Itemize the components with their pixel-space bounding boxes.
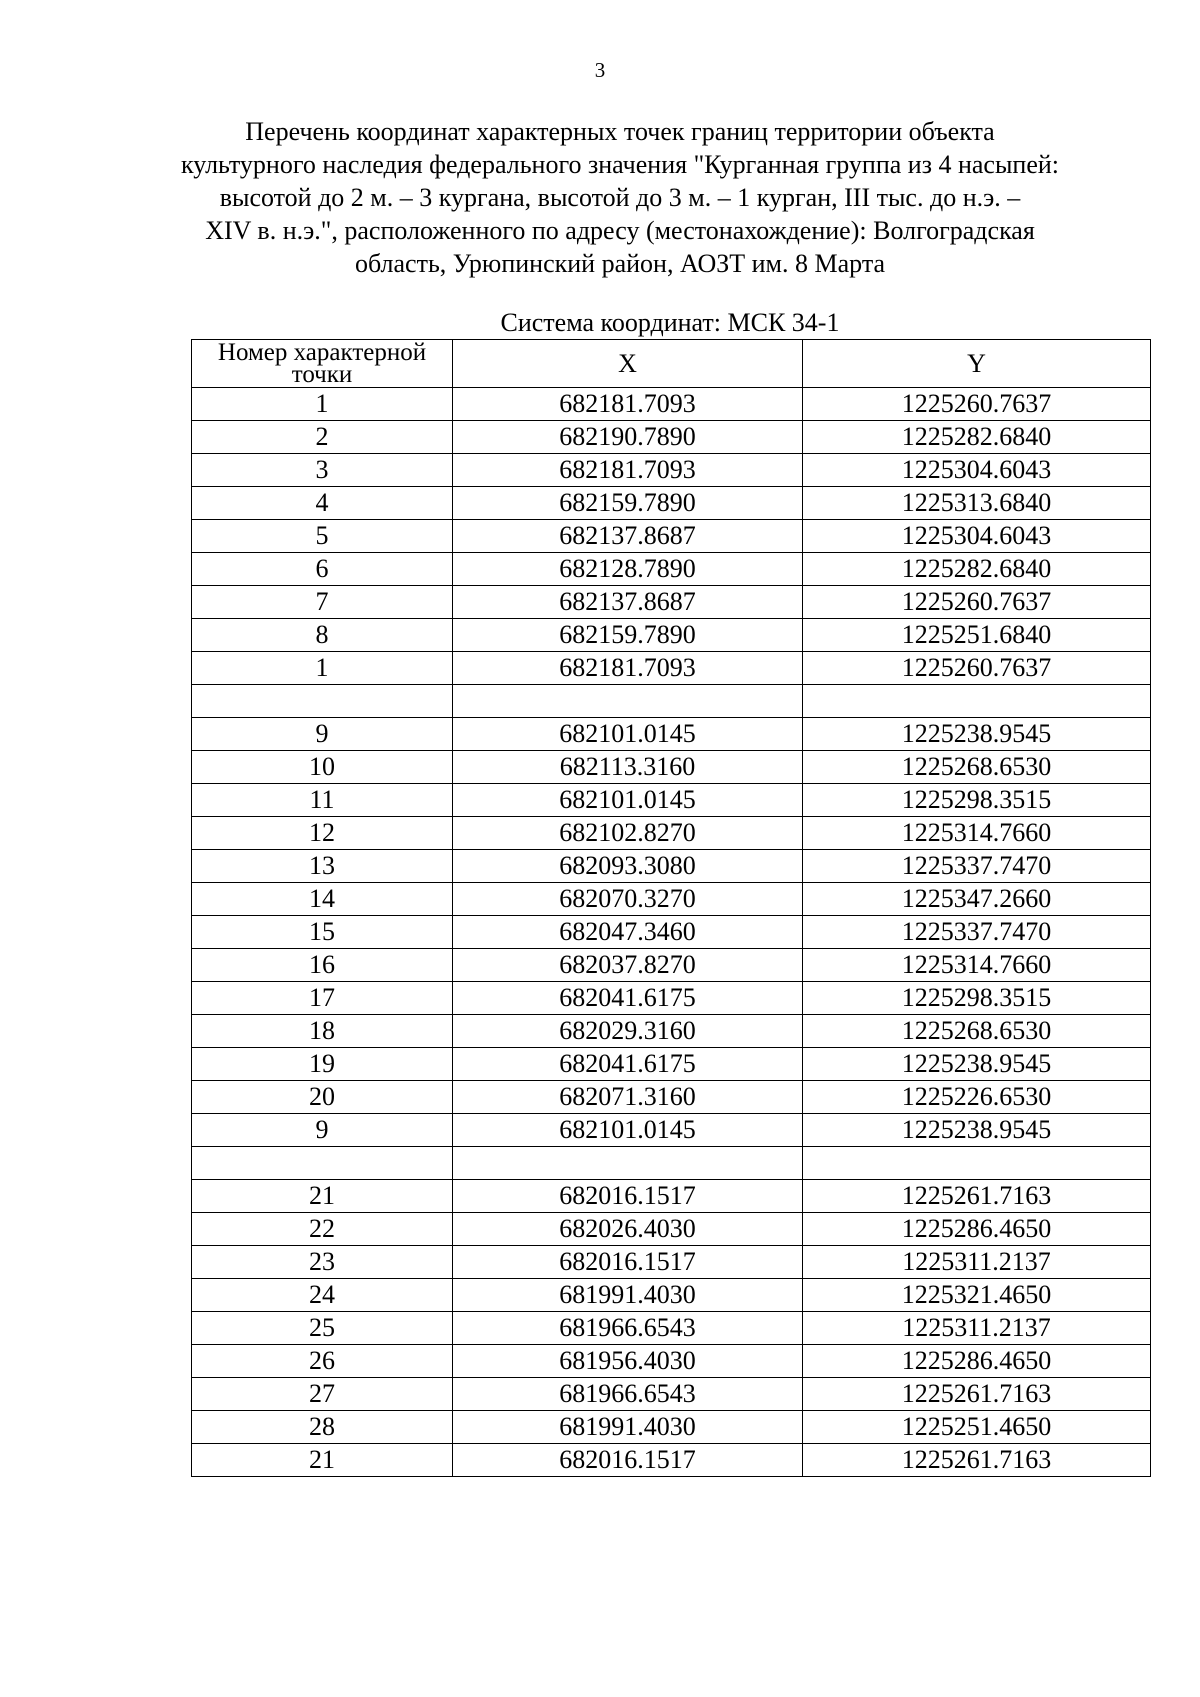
x-coordinate-cell: 682102.8270	[453, 817, 803, 850]
y-coordinate-cell: 1225314.7660	[803, 949, 1151, 982]
document-title	[150, 115, 1090, 280]
point-number-cell: 17	[192, 982, 453, 1015]
table-row	[192, 1345, 1151, 1378]
point-number-cell: 26	[192, 1345, 453, 1378]
x-coordinate-cell: 682101.0145	[453, 1114, 803, 1147]
table-row	[192, 1411, 1151, 1444]
point-number-cell: 16	[192, 949, 453, 982]
title-line: культурного наследия федерального значения "Курганная группа из 4 насыпей:	[180, 150, 1060, 179]
table-row	[192, 1213, 1151, 1246]
title-line: область, Урюпинский район, АОЗТ им. 8 Марта	[354, 249, 886, 278]
x-coordinate-cell: 682037.8270	[453, 949, 803, 982]
y-coordinate-cell: 1225298.3515	[803, 982, 1151, 1015]
table-row	[192, 784, 1151, 817]
point-number-cell: 24	[192, 1279, 453, 1312]
y-coordinate-cell: 1225268.6530	[803, 1015, 1151, 1048]
x-coordinate-cell: 682041.6175	[453, 1048, 803, 1081]
x-coordinate-cell: 682016.1517	[453, 1444, 803, 1477]
point-number-cell: 14	[192, 883, 453, 916]
x-coordinate-cell: 682137.8687	[453, 586, 803, 619]
y-coordinate-cell: 1225337.7470	[803, 916, 1151, 949]
point-number-cell: 8	[192, 619, 453, 652]
y-coordinate-cell: 1225260.7637	[803, 652, 1151, 685]
y-coordinate-cell: 1225282.6840	[803, 553, 1151, 586]
page-number: 3	[594, 58, 606, 82]
x-coordinate-cell: 681966.6543	[453, 1312, 803, 1345]
table-row	[192, 1180, 1151, 1213]
y-coordinate-cell: 1225260.7637	[803, 586, 1151, 619]
x-coordinate-cell: 682181.7093	[453, 652, 803, 685]
x-header: X	[453, 340, 803, 388]
x-coordinate-cell: 682159.7890	[453, 619, 803, 652]
point-number-cell: 4	[192, 487, 453, 520]
x-coordinate-cell: 682041.6175	[453, 982, 803, 1015]
y-coordinate-cell: 1225313.6840	[803, 487, 1151, 520]
y-coordinate-cell: 1225286.4650	[803, 1345, 1151, 1378]
point-number-cell: 28	[192, 1411, 453, 1444]
table-body	[192, 388, 1151, 1477]
x-coordinate-cell	[453, 685, 803, 718]
x-coordinate-cell: 682026.4030	[453, 1213, 803, 1246]
x-coordinate-cell: 682181.7093	[453, 388, 803, 421]
table-row	[192, 883, 1151, 916]
table-row	[192, 1114, 1151, 1147]
point-number-cell: 10	[192, 751, 453, 784]
y-coordinate-cell: 1225261.7163	[803, 1378, 1151, 1411]
y-coordinate-cell: 1225314.7660	[803, 817, 1151, 850]
point-number-cell: 18	[192, 1015, 453, 1048]
x-coordinate-cell: 682181.7093	[453, 454, 803, 487]
header-text: Номер характерной	[217, 339, 427, 366]
table-row	[192, 421, 1151, 454]
coordinates-table	[191, 339, 1151, 1477]
y-coordinate-cell: 1225337.7470	[803, 850, 1151, 883]
y-coordinate-cell: 1225282.6840	[803, 421, 1151, 454]
table-row	[192, 553, 1151, 586]
x-coordinate-cell: 681966.6543	[453, 1378, 803, 1411]
x-coordinate-cell: 682101.0145	[453, 784, 803, 817]
x-coordinate-cell: 682029.3160	[453, 1015, 803, 1048]
table-row	[192, 520, 1151, 553]
table-row	[192, 1279, 1151, 1312]
x-coordinate-cell: 682190.7890	[453, 421, 803, 454]
y-header: Y	[803, 340, 1151, 388]
y-coordinate-cell: 1225286.4650	[803, 1213, 1151, 1246]
y-coordinate-cell: 1225251.6840	[803, 619, 1151, 652]
table-row	[192, 850, 1151, 883]
point-number-cell: 5	[192, 520, 453, 553]
x-coordinate-cell: 681991.4030	[453, 1411, 803, 1444]
table-row	[192, 1378, 1151, 1411]
point-number-cell: 21	[192, 1180, 453, 1213]
table-row	[192, 388, 1151, 421]
y-coordinate-cell: 1225238.9545	[803, 1048, 1151, 1081]
y-coordinate-cell	[803, 1147, 1151, 1180]
y-coordinate-cell	[803, 685, 1151, 718]
point-number-cell: 21	[192, 1444, 453, 1477]
x-coordinate-cell: 682128.7890	[453, 553, 803, 586]
y-coordinate-cell: 1225238.9545	[803, 718, 1151, 751]
point-number-cell: 25	[192, 1312, 453, 1345]
y-coordinate-cell: 1225311.2137	[803, 1246, 1151, 1279]
table-row	[192, 817, 1151, 850]
title-line: высотой до 2 м. – 3 кургана, высотой до 3 м. – 1 курган, III тыс. до н.э. –	[219, 183, 1021, 212]
x-coordinate-cell: 681956.4030	[453, 1345, 803, 1378]
y-coordinate-cell: 1225226.6530	[803, 1081, 1151, 1114]
x-coordinate-cell: 682016.1517	[453, 1246, 803, 1279]
point-number-cell: 15	[192, 916, 453, 949]
table-row	[192, 1246, 1151, 1279]
y-coordinate-cell: 1225261.7163	[803, 1444, 1151, 1477]
y-coordinate-cell: 1225238.9545	[803, 1114, 1151, 1147]
point-number-cell: 2	[192, 421, 453, 454]
title-line: XIV в. н.э.", расположенного по адресу (местонахождение): Волгоградская	[205, 216, 1035, 245]
y-coordinate-cell: 1225347.2660	[803, 883, 1151, 916]
x-coordinate-cell: 682137.8687	[453, 520, 803, 553]
point-number-cell: 22	[192, 1213, 453, 1246]
title-line: Перечень координат характерных точек границ территории объекта	[245, 117, 995, 146]
table-row	[192, 619, 1151, 652]
table-row	[192, 1147, 1151, 1180]
x-coordinate-cell: 682113.3160	[453, 751, 803, 784]
point-number-cell: 27	[192, 1378, 453, 1411]
table-row	[192, 949, 1151, 982]
point-number-cell	[192, 685, 453, 718]
table-row	[192, 718, 1151, 751]
table-row	[192, 1048, 1151, 1081]
point-number-cell: 11	[192, 784, 453, 817]
point-number-cell	[192, 1147, 453, 1180]
table-row	[192, 751, 1151, 784]
table-row	[192, 487, 1151, 520]
x-coordinate-cell: 682016.1517	[453, 1180, 803, 1213]
point-number-header	[192, 340, 453, 388]
y-coordinate-cell: 1225260.7637	[803, 388, 1151, 421]
y-coordinate-cell: 1225261.7163	[803, 1180, 1151, 1213]
table-row	[192, 685, 1151, 718]
table-row	[192, 652, 1151, 685]
y-coordinate-cell: 1225298.3515	[803, 784, 1151, 817]
table-row	[192, 1015, 1151, 1048]
point-number-cell: 9	[192, 718, 453, 751]
point-number-cell: 23	[192, 1246, 453, 1279]
x-coordinate-cell: 682093.3080	[453, 850, 803, 883]
x-coordinate-cell: 682071.3160	[453, 1081, 803, 1114]
x-coordinate-cell: 682159.7890	[453, 487, 803, 520]
y-coordinate-cell: 1225321.4650	[803, 1279, 1151, 1312]
point-number-cell: 13	[192, 850, 453, 883]
point-number-cell: 9	[192, 1114, 453, 1147]
point-number-cell: 19	[192, 1048, 453, 1081]
header-text: точки	[291, 360, 353, 388]
table-row	[192, 454, 1151, 487]
point-number-cell: 20	[192, 1081, 453, 1114]
x-coordinate-cell	[453, 1147, 803, 1180]
y-coordinate-cell: 1225304.6043	[803, 520, 1151, 553]
y-coordinate-cell: 1225311.2137	[803, 1312, 1151, 1345]
coordinate-system-label: Система координат: МСК 34-1	[500, 308, 840, 337]
point-number-cell: 1	[192, 652, 453, 685]
table-row	[192, 586, 1151, 619]
table-row	[192, 982, 1151, 1015]
x-coordinate-cell: 682101.0145	[453, 718, 803, 751]
y-coordinate-cell: 1225304.6043	[803, 454, 1151, 487]
table-row	[192, 1444, 1151, 1477]
point-number-cell: 6	[192, 553, 453, 586]
x-coordinate-cell: 682070.3270	[453, 883, 803, 916]
point-number-cell: 1	[192, 388, 453, 421]
x-coordinate-cell: 682047.3460	[453, 916, 803, 949]
x-coordinate-cell: 681991.4030	[453, 1279, 803, 1312]
point-number-cell: 12	[192, 817, 453, 850]
table-row	[192, 1312, 1151, 1345]
y-coordinate-cell: 1225251.4650	[803, 1411, 1151, 1444]
table-header-row	[192, 340, 1151, 388]
table-row	[192, 916, 1151, 949]
point-number-cell: 7	[192, 586, 453, 619]
point-number-cell: 3	[192, 454, 453, 487]
table-row	[192, 1081, 1151, 1114]
y-coordinate-cell: 1225268.6530	[803, 751, 1151, 784]
